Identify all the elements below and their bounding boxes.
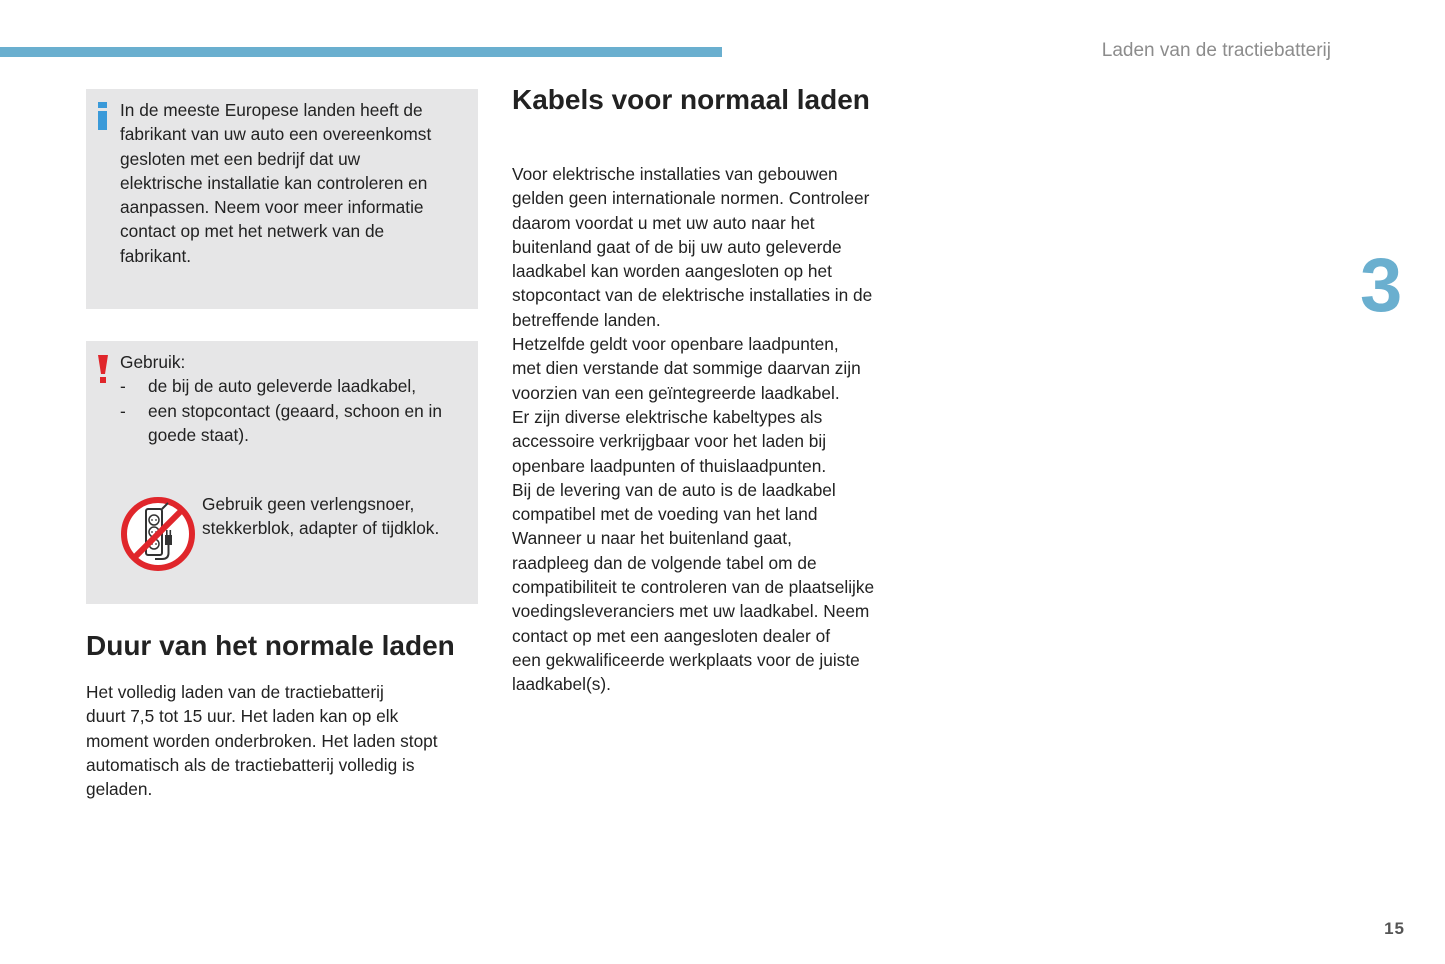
paragraph-line: openbare laadpunten of thuislaadpunten. [512,455,827,476]
paragraph-line: raadpleeg dan de volgende tabel om de [512,552,817,573]
page-header-title: Laden van de tractiebatterij [1101,40,1331,61]
info-line: aanpassen. Neem voor meer informatie [120,197,424,218]
warning-text [120,350,470,447]
paragraph-line: Wanneer u naar het buitenland gaat, [512,528,792,549]
prohibition-line: Gebruik geen verlengsnoer, [202,494,415,514]
info-line: In de meeste Europese landen heeft de [120,100,423,120]
warning-exclamation-icon [96,355,110,383]
paragraph-line: Er zijn diverse elektrische kabeltypes als [512,406,823,427]
paragraph-line: Bij de levering van de auto is de laadkabel [512,479,836,500]
header-accent-bar [0,47,722,57]
info-text [120,98,470,268]
paragraph-line: Het volledig laden van de tractiebatterij [86,682,384,702]
paragraph-line: met dien verstande dat sommige daarvan zijn [512,358,861,379]
list-item [120,374,470,398]
paragraph-line: daarom voordat u met uw auto naar het [512,212,815,233]
paragraph-line: laadkabel(s). [512,674,611,695]
chapter-number: 3 [1360,243,1403,328]
info-line: fabrikant van uw auto een overeenkomst [120,124,432,145]
paragraph-line: moment worden onderbroken. Het laden stopt [86,730,438,751]
paragraph-line: geladen. [86,779,153,800]
prohibition-text [202,492,472,541]
prohibition-line: stekkerblok, adapter of tijdklok. [202,518,440,539]
paragraph-line: duurt 7,5 tot 15 uur. Het laden kan op elk [86,706,399,727]
paragraph-line: voedingsleveranciers met uw laadkabel. Neem [512,601,870,622]
list-item-line: goede staat). [148,424,249,445]
section-heading-kabels: Kabels voor normaal laden [512,84,870,115]
info-line: elektrische installatie kan controleren en [120,172,428,193]
list-item-line: een stopcontact (geaard, schoon en in [148,400,442,421]
warning-intro: Gebruik: [120,352,186,372]
paragraph-line: stopcontact van de elektrische installaties in de [512,285,873,306]
paragraph-line: gelden geen internationale normen. Controleer [512,188,870,209]
paragraph-duur [86,680,478,801]
paragraph-line: Hetzelfde geldt voor openbare laadpunten, [512,334,839,355]
page-number: 15 [1384,919,1405,938]
paragraph-line: betreffende landen. [512,309,661,330]
paragraph-line: Voor elektrische installaties van gebouwen [512,164,838,184]
warning-box [86,341,478,604]
paragraph-line: compatibiliteit te controleren van de plaatselijke [512,577,875,598]
list-dash: - [120,376,126,397]
info-line: gesloten met een bedrijf dat uw [120,148,361,169]
paragraph-line: buitenland gaat of de bij uw auto geleverde [512,236,842,257]
paragraph-line: een gekwalificeerde werkplaats voor de juiste [512,649,860,670]
paragraph-line: accessoire verkrijgbaar voor het laden bij [512,431,827,452]
section-heading-duur: Duur van het normale laden [86,630,455,661]
paragraph-line: automatisch als de tractiebatterij volledig is [86,754,415,775]
warning-list [120,374,470,447]
info-line: contact op met het netwerk van de [120,221,385,242]
info-line: fabrikant. [120,245,192,266]
info-icon [97,102,108,130]
paragraph-kabels [512,162,912,697]
paragraph-line: voorzien van een geïntegreerde laadkabel. [512,382,840,403]
paragraph-line: compatibel met de voeding van het land [512,504,818,525]
list-dash: - [120,400,126,421]
info-box [86,89,478,309]
no-extension-cord-icon [119,495,197,573]
paragraph-line: laadkabel kan worden aangesloten op het [512,261,832,282]
list-item [120,399,470,448]
paragraph-line: contact op met een aangesloten dealer of [512,625,831,646]
list-item-line: de bij de auto geleverde laadkabel, [148,376,417,397]
